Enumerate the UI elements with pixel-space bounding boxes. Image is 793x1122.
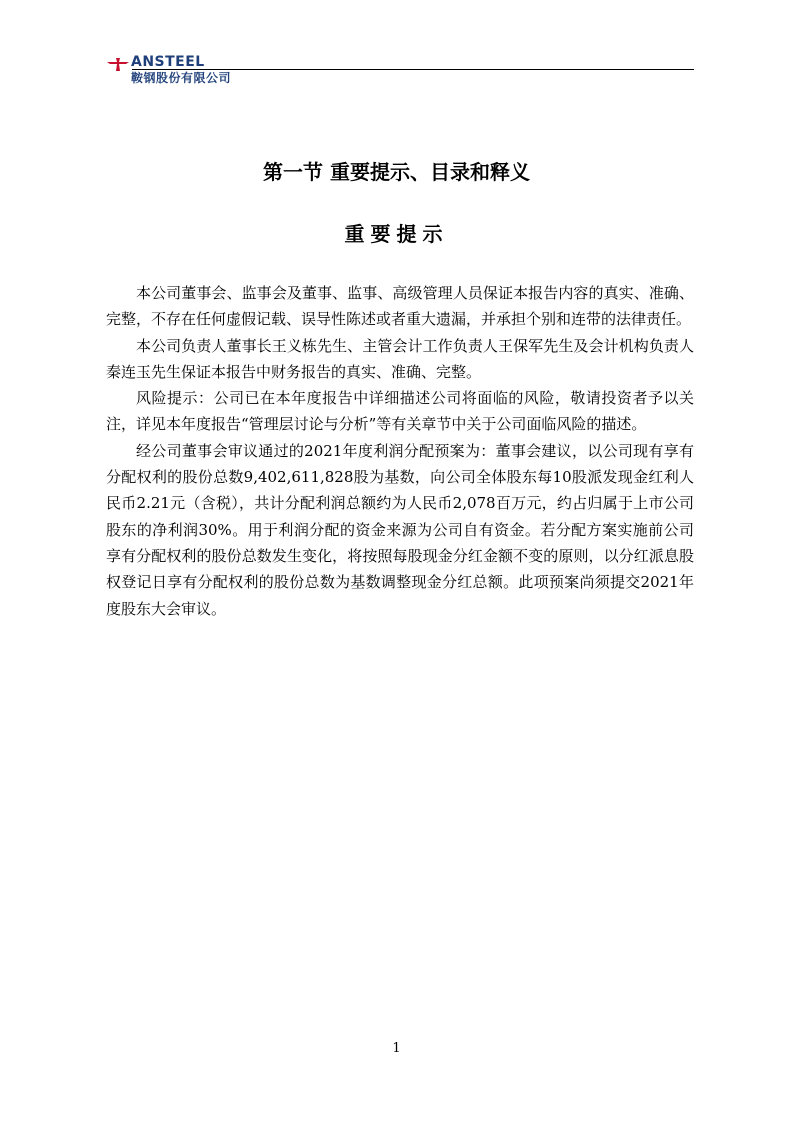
paragraph-risk-notice: 风险提示：公司已在本年度报告中详细描述公司将面临的风险，敬请投资者予以关注，详见本年度报告“管理层讨论与分析”等有关章节中关于公司面临风险的描述。 — [106, 389, 694, 434]
paragraph-responsible-persons: 本公司负责人董事长王义栋先生、主管会计工作负责人王保军先生及会计机构负责人秦连玉先生保证本报告中财务报告的真实、准确、完整。 — [106, 336, 694, 381]
page-number: 1 — [392, 1041, 401, 1056]
paragraph-guarantee: 本公司董事会、监事会及董事、监事、高级管理人员保证本报告内容的真实、准确、完整，不存在任何虚假记载、误导性陈述或者重大遗漏，并承担个别和连带的法律责任。 — [106, 284, 694, 329]
brand-name-english: ANSTEEL — [131, 54, 205, 70]
header-divider — [132, 69, 694, 70]
brand-name-chinese: 鞍钢股份有限公司 — [131, 71, 232, 85]
subtitle: 重要提示 — [344, 222, 449, 246]
section-title: 第一节 重要提示、目录和释义 — [263, 160, 530, 184]
ansteel-logo-icon — [106, 56, 130, 72]
page-header — [106, 54, 694, 88]
document-body — [106, 280, 694, 622]
paragraph-profit-distribution: 经公司董事会审议通过的2021年度利润分配预案为：董事会建议，以公司现有享有分配权利的股份总数9,402,611,828股为基数，向公司全体股东每10股派发现金红利人民币2.21元（含税），共计分配利润总额约为人民币2,078百万元，约占归属于上市公司股东的净利润30%。用于利润分配的资金来源为公司自有资金。若分配方案实施前公司享有分配权利的股份总数发生变化，将按照每股现金分红金额不变的原则，以分红派息股权登记日享有分配权利的股份总数为基数调整现金分红总额。此项预案尚须提交2021年度股东大会审议。 — [106, 441, 694, 618]
